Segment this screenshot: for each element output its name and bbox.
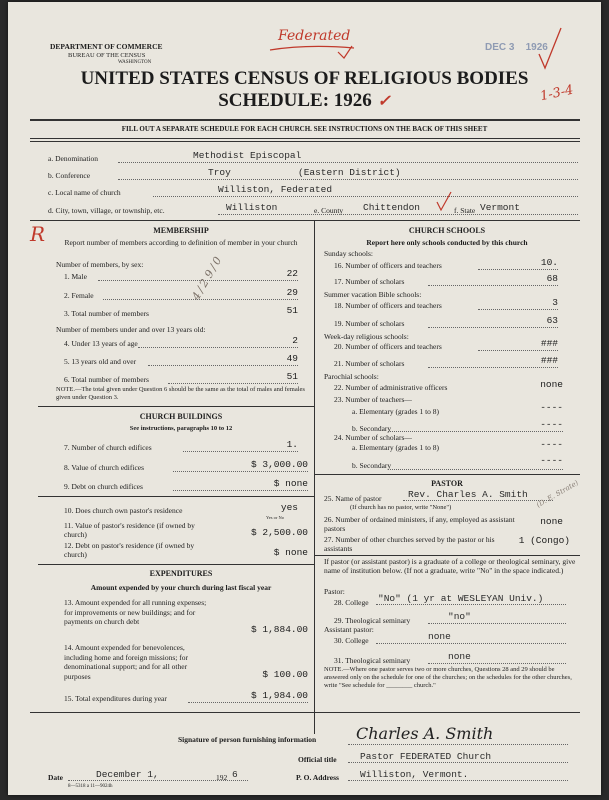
- weekday-header: Week-day religious schools:: [324, 332, 409, 341]
- federated-underline-icon: [268, 42, 358, 60]
- buildings-title: CHURCH BUILDINGS: [139, 412, 223, 421]
- pastor-college-value: "No" (1 yr at WESLEYAN Univ.): [378, 593, 544, 604]
- under-13-value: 2: [292, 335, 298, 346]
- assistant-sub-label: Assistant pastor:: [324, 625, 374, 634]
- conference-label: b. Conference: [48, 171, 91, 180]
- residence-value-value: $ 2,500.00: [250, 527, 308, 538]
- pastor-residence-value: yes: [280, 502, 298, 513]
- sunday-scholars-value: 68: [546, 273, 558, 284]
- pastor-margin-pencil: (D. E. Strate): [535, 478, 580, 510]
- po-address-label: P. O. Address: [296, 773, 339, 782]
- edifice-debt-label: 9. Debt on church edifices: [64, 482, 143, 491]
- assistant-college-value: none: [428, 631, 451, 642]
- city-town-value: Williston: [226, 202, 278, 213]
- form-code: 8—5318 a 11—9024h: [68, 784, 113, 789]
- date-year-suffix: 6: [232, 769, 238, 780]
- sunday-officers-label: 16. Number of officers and teachers: [334, 261, 442, 270]
- expenditures-sub: Amount expended by your church during last fiscal year: [90, 583, 272, 592]
- city-town-label: d. City, town, village, or township, etc.: [48, 206, 165, 215]
- female-value: 29: [286, 287, 298, 298]
- weekday-scholars-value: ###: [540, 355, 558, 366]
- pastor-note: NOTE.—Where one pastor serves two or more churches, Questions 28 and 29 should be answered only on the schedule for one of the churches; on the schedules for the other churches, write "See schedule for ________ church.": [324, 666, 572, 689]
- conference-district: (Eastern District): [298, 167, 401, 178]
- edifice-debt-value: $ none: [273, 478, 308, 489]
- assistant-college-label: 30. College: [334, 636, 369, 645]
- total-expenditures-label: 15. Total expenditures during year: [64, 694, 167, 703]
- sunday-scholars-label: 17. Number of scholars: [334, 277, 405, 286]
- pastor-seminary-label: 29. Theological seminary: [334, 616, 411, 625]
- schools-note: Report here only schools conducted by this church: [366, 238, 528, 247]
- summer-scholars-value: 63: [546, 315, 558, 326]
- benevolences-label: 14. Amount expended for benevolences, including home and foreign missions; for denominational support; and for all other purposes: [64, 643, 188, 681]
- census-schedule-page: [8, 2, 601, 795]
- total-members-value: 51: [286, 305, 298, 316]
- document-title: UNITED STATES CENSUS OF RELIGIOUS BODIES: [80, 68, 529, 89]
- summer-header: Summer vacation Bible schools:: [324, 290, 422, 299]
- membership-note: Report number of members according to definition of member in your church: [64, 238, 298, 247]
- residence-value-label: 11. Value of pastor's residence (if owned by church): [64, 521, 195, 539]
- po-address-value: Williston, Vermont.: [360, 769, 469, 780]
- conference-value: Troy: [208, 167, 231, 178]
- state-value: Vermont: [480, 202, 520, 213]
- assistant-pastors-value: none: [540, 516, 563, 527]
- total-expenditures-value: $ 1,984.00: [250, 690, 308, 701]
- official-title-label: Official title: [298, 755, 337, 764]
- weekday-scholars-label: 21. Number of scholars: [334, 359, 405, 368]
- county-check-icon: [434, 190, 454, 212]
- graduate-instruction: If pastor (or assistant pastor) is a graduate of a college or theological seminary, give name of institution below. (If not a graduate, write "No" in the space indicated.): [324, 557, 576, 575]
- signature-value: Charles A. Smith: [356, 724, 494, 743]
- scholars-elementary-value: ----: [540, 439, 563, 450]
- female-label: 2. Female: [64, 291, 94, 300]
- bureau-label: BUREAU OF THE CENSUS: [68, 52, 146, 59]
- date-year-prefix: 192: [216, 773, 228, 782]
- teachers-elementary-label: a. Elementary (grades 1 to 8): [352, 407, 440, 416]
- assistant-seminary-label: 31. Theological seminary: [334, 656, 411, 665]
- pastor-name-hint: (If church has no pastor, write "None"): [350, 504, 452, 511]
- check-mark-icon: [535, 24, 565, 74]
- scholars-secondary-label: b. Secondary: [352, 461, 392, 470]
- denomination-value: Methodist Episcopal: [193, 150, 302, 161]
- pastor-seminary-value: "no": [448, 611, 471, 622]
- edifice-value-value: $ 3,000.00: [250, 459, 308, 470]
- instruction-line: FILL OUT A SEPARATE SCHEDULE FOR EACH CHURCH. SEE INSTRUCTIONS ON THE BACK OF THIS SHEET: [121, 125, 488, 133]
- sunday-officers-value: 10.: [540, 257, 558, 268]
- county-label: e. County: [314, 206, 344, 215]
- church-edifices-label: 7. Number of church edifices: [64, 443, 152, 452]
- over-13-label: 5. 13 years old and over: [64, 357, 137, 366]
- running-expenses-value: $ 1,884.00: [250, 624, 308, 635]
- members-by-sex-header: Number of members, by sex:: [56, 260, 144, 269]
- margin-r-note: R: [30, 222, 46, 246]
- membership-title: MEMBERSHIP: [153, 226, 209, 235]
- summer-officers-value: 3: [552, 297, 558, 308]
- date-value: December 1,: [96, 769, 159, 780]
- scholars-header: 24. Number of scholars—: [334, 433, 412, 442]
- over-13-value: 49: [286, 353, 298, 364]
- expenditures-title: EXPENDITURES: [149, 569, 213, 578]
- other-churches-value: 1 (Congo): [518, 535, 570, 546]
- weekday-officers-label: 20. Number of officers and teachers: [334, 342, 442, 351]
- male-label: 1. Male: [64, 272, 87, 281]
- date-stamp-day: DEC 3: [485, 42, 515, 53]
- local-name-value: Williston, Federated: [218, 184, 333, 195]
- pastor-college-label: 28. College: [334, 598, 369, 607]
- local-name-label: c. Local name of church: [48, 188, 121, 197]
- schools-title: CHURCH SCHOOLS: [408, 226, 486, 235]
- teachers-secondary-label: b. Secondary: [352, 424, 392, 433]
- teachers-header: 23. Number of teachers—: [334, 395, 412, 404]
- federated-note: Federated: [278, 28, 351, 44]
- residence-debt-value: $ none: [273, 547, 308, 558]
- sunday-header: Sunday schools:: [324, 249, 373, 258]
- church-edifices-value: 1.: [286, 439, 298, 450]
- scholars-secondary-value: ----: [540, 455, 563, 466]
- state-label: f. State: [454, 206, 476, 215]
- teachers-secondary-value: ----: [540, 419, 563, 430]
- department-label: DEPARTMENT OF COMMERCE: [50, 42, 163, 51]
- membership-note-bottom: NOTE.—The total given under Question 6 should be the same as the total of males and females given under Question 3.: [56, 386, 305, 401]
- teachers-elementary-value: ----: [540, 402, 563, 413]
- city-label: WASHINGTON: [118, 60, 152, 65]
- denomination-label: a. Denomination: [48, 154, 98, 163]
- county-value: Chittendon: [363, 202, 421, 213]
- date-label: Date: [48, 773, 63, 782]
- total-members-6-value: 51: [286, 371, 298, 382]
- summer-officers-label: 18. Number of officers and teachers: [334, 301, 442, 310]
- pastor-sub-label: Pastor:: [324, 587, 345, 596]
- total-members-label: 3. Total number of members: [64, 309, 149, 318]
- date-stamp-year: 1926: [525, 42, 548, 53]
- benevolences-value: $ 100.00: [262, 669, 308, 680]
- pastor-residence-hint: Yes or No: [266, 515, 285, 520]
- assistant-seminary-value: none: [448, 651, 471, 662]
- buildings-see: See instructions, paragraphs 10 to 12: [129, 425, 233, 432]
- summer-scholars-label: 19. Number of scholars: [334, 319, 405, 328]
- scholars-elementary-label: a. Elementary (grades 1 to 8): [352, 443, 440, 452]
- under-13-label: 4. Under 13 years of age: [64, 339, 138, 348]
- residence-debt-label: 12. Debt on pastor's residence (if owned by church): [64, 541, 195, 559]
- edifice-value-label: 8. Value of church edifices: [64, 463, 145, 472]
- parochial-header: Parochial schools:: [324, 372, 379, 381]
- corner-note: 1-3-4: [538, 82, 575, 105]
- age-header: Number of members under and over 13 years old:: [56, 325, 206, 334]
- official-title-value: Pastor FEDERATED Church: [360, 751, 492, 762]
- running-expenses-label: 13. Amount expended for all running expenses; for improvements or new buildings; and for payments on church debt: [64, 598, 207, 626]
- pastor-residence-label: 10. Does church own pastor's residence: [64, 506, 183, 515]
- total-members-6-label: 6. Total number of members: [64, 375, 149, 384]
- assistant-pastors-label: 26. Number of ordained ministers, if any, employed as assistant pastors: [324, 515, 515, 533]
- schedule-title-text: SCHEDULE: 1926: [218, 90, 372, 111]
- admin-officers-value: none: [540, 379, 563, 390]
- pencil-tally: 4 / 2 9 / 0: [189, 254, 225, 303]
- weekday-officers-value: ###: [540, 338, 558, 349]
- schedule-title: SCHEDULE: 1926 ✓: [218, 90, 391, 111]
- pastor-name-label: 25. Name of pastor: [324, 494, 382, 503]
- other-churches-label: 27. Number of other churches served by the pastor or his assistants: [324, 535, 495, 553]
- pastor-name-value: Rev. Charles A. Smith: [408, 489, 528, 500]
- admin-officers-label: 22. Number of administrative officers: [334, 383, 448, 392]
- signature-label: Signature of person furnishing information: [178, 735, 317, 744]
- pastor-title: PASTOR: [431, 479, 463, 488]
- male-value: 22: [286, 268, 298, 279]
